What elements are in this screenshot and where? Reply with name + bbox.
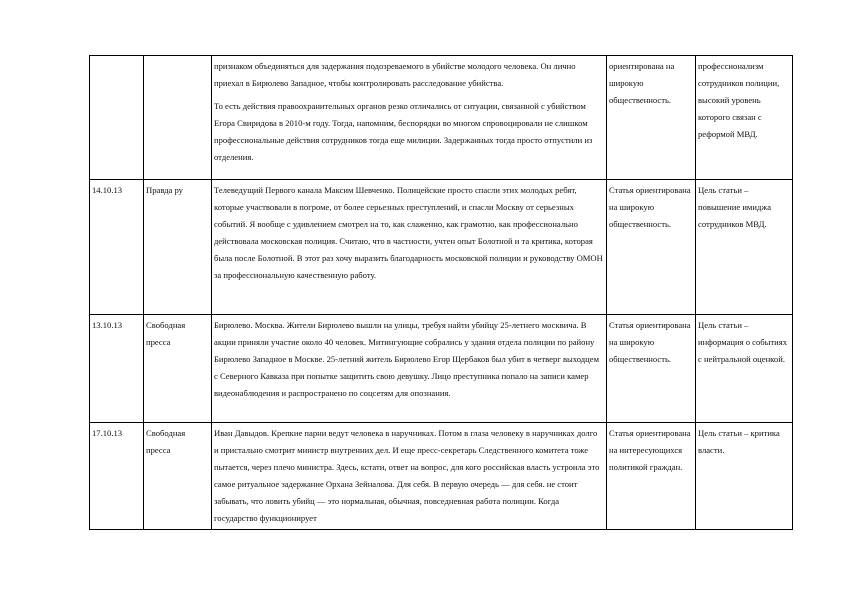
text-paragraph: Телеведущий Первого канала Максим Шевченко. Полицейские просто спасли этих молодых ребят, которые участвовали в погроме, от более серьезных преступлений, и спасли Москву от серьезных событий. Я вообще с удивлением смотрел на то, как слаженно, как грамотно, как профессионально действовала московская полиция. Считаю, что в частности, учтен опыт Болотной и та критика, которая была после Болотной. В этот раз хочу выразить благодарность московской полиции и руководству ОМОН за профессиональную качественную работу. [214, 185, 603, 280]
table-row [90, 423, 793, 530]
text-cell [212, 423, 607, 530]
date-cell: 13.10.13 [90, 315, 144, 423]
date-cell: 17.10.13 [90, 423, 144, 530]
source-cell: Свободная пресса [144, 315, 212, 423]
source-cell [144, 56, 212, 180]
table-row [90, 56, 793, 180]
date-cell [90, 56, 144, 180]
goal-cell: Цель статьи – повышение имиджа сотрудников МВД. [696, 180, 793, 315]
date-cell: 14.10.13 [90, 180, 144, 315]
text-cell [212, 180, 607, 315]
text-cell [212, 315, 607, 423]
goal-cell: Цель статьи – критика власти. [696, 423, 793, 530]
orientation-cell: Статья ориентирована на интересующихся политикой граждан. [607, 423, 696, 530]
orientation-cell: Статья ориентирована на широкую общественность. [607, 180, 696, 315]
text-paragraph: То есть действия правоохранительных органов резко отличались от ситуации, связанной с убийством Егора Свиридова в 2010-м году. Тогда, напомним, беспорядки во многом спровоцировали не слишком профессиональные действия сотрудников тогда еще милиции. Задержанных тогда просто отпустили из отделения. [214, 101, 593, 162]
source-cell: Свободная пресса [144, 423, 212, 530]
orientation-cell: ориентирована на широкую общественность. [607, 56, 696, 180]
articles-table [89, 55, 793, 530]
text-paragraph: Бирюлево. Москва. Жители Бирюлево вышли на улицы, требуя найти убийцу 25-летнего москвича. В акции приняли участие около 40 человек. Митингующие собрались у здания отдела полиции по району Бирюлево Западное в Москве. 25-летний житель Бирюлево Егор Щербаков был убит в четверг выходцем с Северного Кавказа при попытке защитить свою девушку. Лицо преступника попало на записи камер видеонаблюдения и распространено по соцсетям для опознания. [214, 320, 600, 398]
text-cell [212, 56, 607, 180]
goal-cell: профессионализм сотрудников полиции, высокий уровень которого связан с реформой МВД. [696, 56, 793, 180]
source-cell: Правда ру [144, 180, 212, 315]
table-row [90, 315, 793, 423]
text-paragraph: Иван Давыдов. Крепкие парни ведут человека в наручниках. Потом в глаза человеку в наручниках долго и пристально смотрит министр внутренних дел. И еще пресс-секретарь Следственного комитета тоже пытается, через плечо министра. Здесь, кстати, ответ на вопрос, для кого российская власть устроила это самое ритуальное задержание Орхана Зейналова. Для себя. В первую очередь — для себя. не стоит забывать, что ловить убийц — это нормальная, обычная, повседневная работа полиции. Когда государство функционирует [214, 428, 600, 523]
text-paragraph: признаком объединяться для задержания подозреваемого в убийстве молодого человека. Он лично приехал в Бирюлево Западное, чтобы контролировать расследование убийства. [214, 61, 576, 88]
table-row [90, 180, 793, 315]
goal-cell: Цель статьи – информация о событиях с нейтральной оценкой. [696, 315, 793, 423]
orientation-cell: Статья ориентирована на широкую общественность. [607, 315, 696, 423]
